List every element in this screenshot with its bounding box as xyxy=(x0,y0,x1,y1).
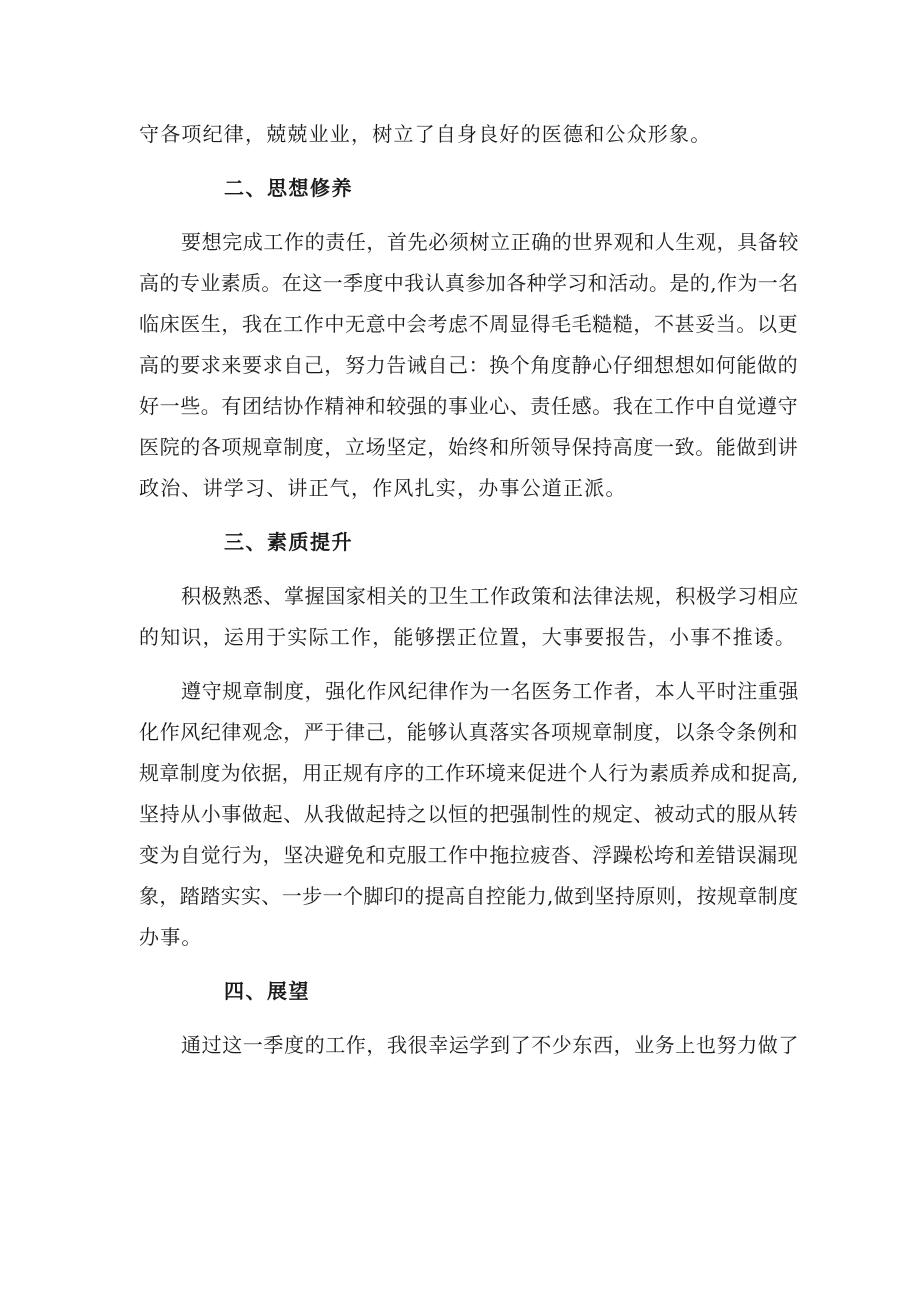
paragraph-line: 高的专业素质。在这一季度中我认真参加各种学习和活动。是的,作为一名 xyxy=(139,271,799,295)
section-heading-quality: 三、素质提升 xyxy=(224,530,353,554)
paragraph-line: 积极熟悉、掌握国家相关的卫生工作政策和法律法规，积极学习相应 xyxy=(181,584,799,608)
paragraph-line: 象，踏踏实实、一步一个脚印的提高自控能力,做到坚持原则，按规章制度 xyxy=(139,884,799,908)
paragraph-line: 变为自觉行为，坚决避免和克服工作中拖拉疲沓、浮躁松垮和差错误漏现 xyxy=(139,843,799,867)
paragraph-line: 办事。 xyxy=(139,925,203,949)
paragraph-line: 遵守规章制度，强化作风纪律作为一名医务工作者，本人平时注重强 xyxy=(181,679,799,703)
paragraph-line: 临床医生，我在工作中无意中会考虑不周显得毛毛糙糙，不甚妥当。以更 xyxy=(139,312,799,336)
paragraph-line: 守各项纪律，兢兢业业，树立了自身良好的医德和公众形象。 xyxy=(139,122,712,146)
section-heading-outlook: 四、展望 xyxy=(224,979,310,1003)
paragraph-line: 的知识，运用于实际工作，能够摆正位置，大事要报告，小事不推诿。 xyxy=(139,625,797,649)
paragraph-line: 坚持从小事做起、从我做起持之以恒的把强制性的规定、被动式的服从转 xyxy=(139,802,799,826)
section-heading-thought: 二、思想修养 xyxy=(224,176,353,200)
paragraph-line: 通过这一季度的工作，我很幸运学到了不少东西，业务上也努力做了 xyxy=(181,1033,799,1057)
paragraph-line: 要想完成工作的责任，首先必须树立正确的世界观和人生观，具备较 xyxy=(181,230,799,254)
paragraph-line: 化作风纪律观念，严于律己，能够认真落实各项规章制度，以条令条例和 xyxy=(139,720,799,744)
paragraph-line: 规章制度为依据，用正规有序的工作环境来促进个人行为素质养成和捉高, xyxy=(139,761,799,785)
paragraph-line: 医院的各项规章制度，立场坚定，始终和所领导保持高度一致。能做到讲 xyxy=(139,435,799,459)
paragraph-line: 高的要求来要求自己，努力告诫自己：换个角度静心仔细想想如何能做的 xyxy=(139,353,799,377)
paragraph-line: 政治、讲学习、讲正气，作风扎实，办事公道正派。 xyxy=(139,476,627,500)
paragraph-line: 好一些。有团结协作精神和较强的事业心、责任感。我在工作中自觉遵守 xyxy=(139,394,799,418)
